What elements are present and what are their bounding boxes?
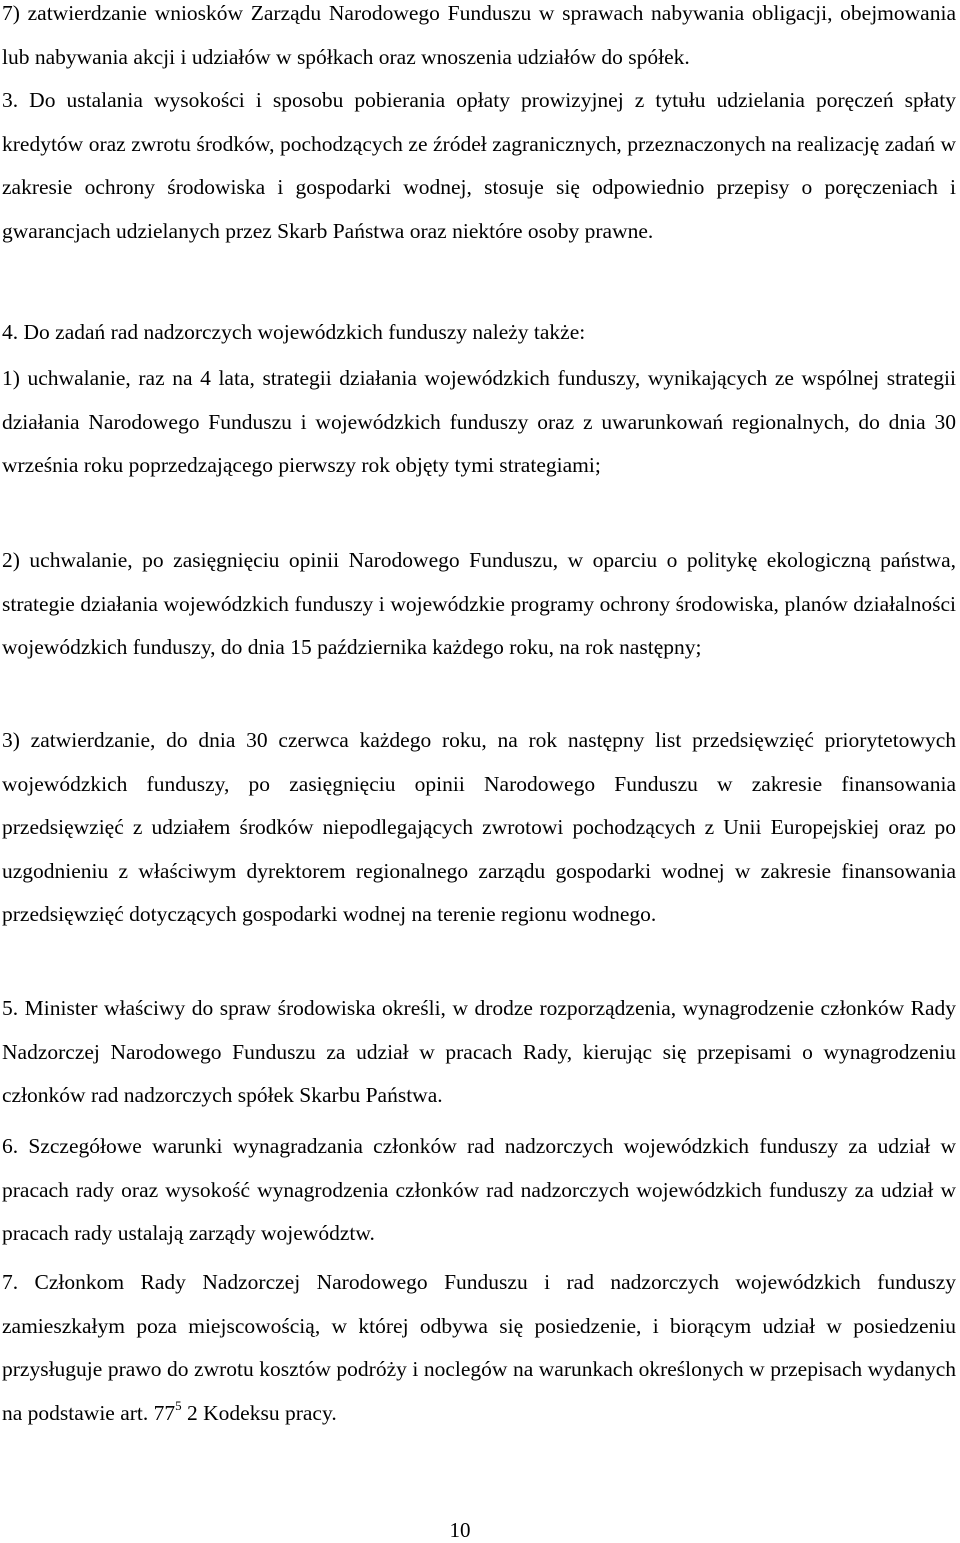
paragraph-point-2: 2) uchwalanie, po zasięgnięciu opinii Narodowego Funduszu, w oparciu o politykę ekologiczną państwa, strategie działania wojewódzkich funduszy i wojewódzkie programy ochrony środowiska, planów działalności wojewódzkich funduszy, do dnia 15 października każdego roku, na rok następny; (2, 548, 956, 660)
page-number: 10 (449, 1518, 471, 1542)
paragraph-section-6: 6. Szczegółowe warunki wynagradzania członków rad nadzorczych wojewódzkich funduszy za udział w pracach rady oraz wysokość wynagrodzenia członków rad nadzorczych wojewódzkich funduszy za udział w pracach rady ustalają zarządy województw. (2, 1134, 956, 1246)
paragraph-section-5: 5. Minister właściwy do spraw środowiska określi, w drodze rozporządzenia, wynagrodzenie członków Rady Nadzorczej Narodowego Funduszu za udział w pracach Rady, kierując się przepisami o wynagrodzeniu członków rad nadzorczych spółek Skarbu Państwa. (2, 996, 956, 1108)
paragraph-section-7-text: 7. Członkom Rady Nadzorczej Narodowego Funduszu i rad nadzorczych wojewódzkich funduszy zamieszkałym poza miejscowością, w której odbywa się posiedzenie, i biorącym udział w posiedzeniu przysługuje prawo do zwrotu kosztów podróży i noclegów na warunkach określonych w przepisach wydanych na podstawie art. 77 (2, 1270, 956, 1425)
paragraph-item-7: 7) zatwierdzanie wniosków Zarządu Narodowego Funduszu w sprawach nabywania obligacji, obejmowania lub nabywania akcji i udziałów w spółkach oraz wnoszenia udziałów do spółek. (2, 1, 956, 69)
paragraph-section-7-tail: 2 Kodeksu pracy. (181, 1400, 337, 1425)
paragraph-point-1: 1) uchwalanie, raz na 4 lata, strategii działania wojewódzkich funduszy, wynikających ze wspólnej strategii działania Narodowego Funduszu i wojewódzkich funduszy oraz z uwarunkowań regionalnych, do dnia 30 września roku poprzedzającego pierwszy rok objęty tymi strategiami; (2, 366, 956, 478)
paragraph-section-7 (2, 1261, 956, 1437)
superscript-reference: 5 (175, 1397, 182, 1413)
paragraph-section-3: 3. Do ustalania wysokości i sposobu pobierania opłaty prowizyjnej z tytułu udzielania poręczeń spłaty kredytów oraz zwrotu środków, pochodzących ze źródeł zagranicznych, przeznaczonych na realizację zadań w zakresie ochrony środowiska i gospodarki wodnej, stosuje się odpowiednio przepisy o poręczeniach i gwarancjach udzielanych przez Skarb Państwa oraz niektóre osoby prawne. (2, 88, 956, 243)
paragraph-point-3: 3) zatwierdzanie, do dnia 30 czerwca każdego roku, na rok następny list przedsięwzięć priorytetowych wojewódzkich funduszy, po zasięgnięciu opinii Narodowego Funduszu w zakresie finansowania przedsięwzięć z udziałem środków niepodlegających zwrotowi pochodzących z Unii Europejskiej oraz po uzgodnieniu z właściwym dyrektorem regionalnego zarządu gospodarki wodnej w zakresie finansowania przedsięwzięć dotyczących gospodarki wodnej na terenie regionu wodnego. (2, 728, 956, 927)
paragraph-section-4: 4. Do zadań rad nadzorczych wojewódzkich funduszy należy także: (2, 320, 586, 344)
